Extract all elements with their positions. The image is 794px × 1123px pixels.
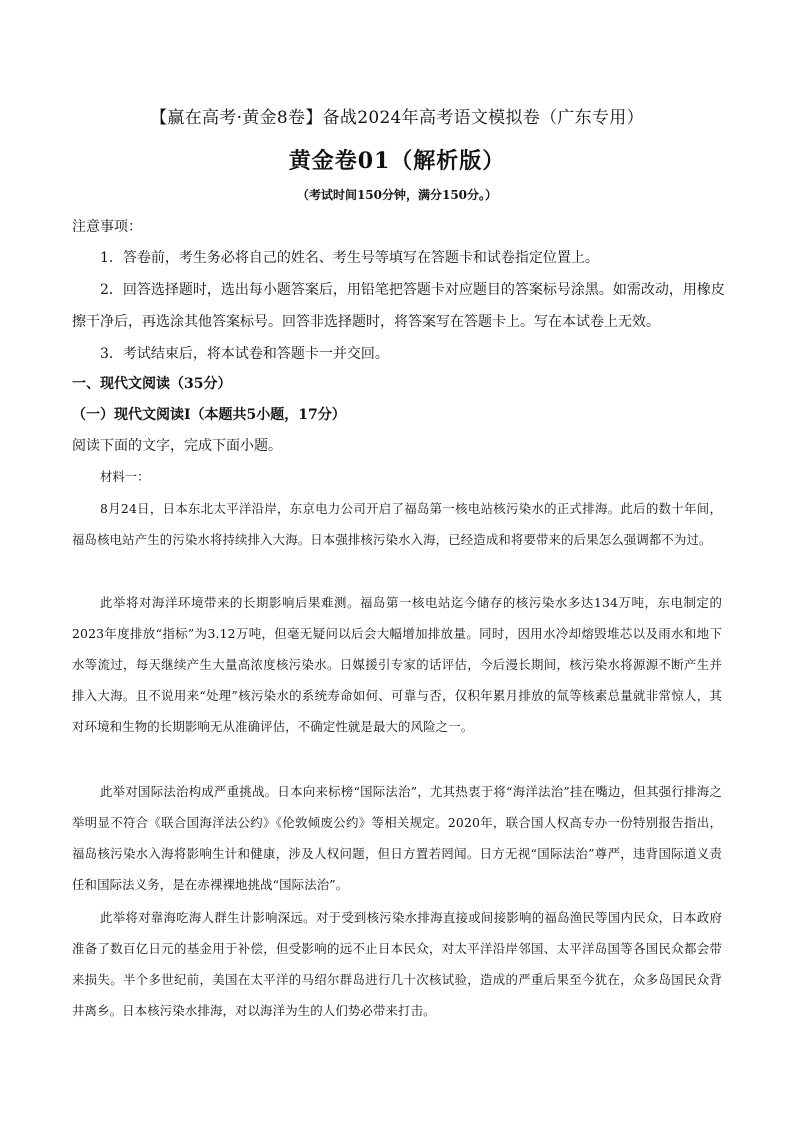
paragraph-4: 此举将对靠海吃海人群生计影响深远。对于受到核污染水排海直接或间接影响的福岛渔民等国内民众，日本政府准备了数百亿日元的基金用于补偿，但受影响的远不止日本民众，对太平洋沿岸邻国、太平洋岛国等各国民众都会带来损失。半个多世纪前，美国在太平洋的马绍尔群岛进行几十次核试验，造成的严重后果至今犹在，众多岛国民众背井离乡。日本核污染水排海，对以海洋为生的人们势必带来打击。: [72, 910, 722, 1018]
paragraph-2: 此举将对海洋环境带来的长期影响后果难测。福岛第一核电站迄今储存的核污染水多达134万吨，东电制定的2023年度排放“指标”为3.12万吨，但毫无疑问以后会大幅增加排放量。同时，因用水冷却熔毁堆芯以及雨水和地下水等流过，每天继续产生大量高浓度核污染水。日媒援引专家的话评估，今后漫长期间，核污染水将源源不断产生并排入大海。且不说用来“处理”核污染水的系统寿命如何、可靠与否，仅积年累月排放的氚等核素总量就非常惊人，其对环境和生物的长期影响无从准确评估，不确定性就是最大的风险之一。: [72, 595, 722, 734]
exam-supertitle: 【赢在高考·黄金8卷】备战2024年高考语文模拟卷（广东专用）: [150, 108, 644, 128]
exam-time-note: （考试时间150分钟，满分150分。）: [296, 188, 498, 202]
notice-heading: 注意事项：: [72, 219, 142, 235]
material-label: 材料一：: [100, 469, 150, 484]
paragraph-1: 8月24日，日本东北太平洋沿岸，东京电力公司开启了福岛第一核电站核污染水的正式排海。此后的数十年间，福岛核电站产生的污染水将持续排入大海。日本强排核污染水入海，已经造成和将要带来的后果怎么强调都不为过。: [72, 501, 722, 547]
notice-item-2: 2．回答选择题时，选出每小题答案后，用铅笔把答题卡对应题目的答案标号涂黑。如需改动，用橡皮: [100, 282, 725, 298]
subsection-heading: （一）现代文阅读Ⅰ（本题共5小题，17分）: [72, 407, 346, 423]
paragraph-3: 此举对国际法治构成严重挑战。日本向来标榜“国际法治”，尤其热衷于将“海洋法治”挂在嘴边，但其强行排海之举明显不符合《联合国海洋法公约》《伦敦倾废公约》等相关规定。2020年，联合国人权高专办一份特别报告指出，福岛核污染水入海将影响生计和健康，涉及人权问题，但日方置若罔闻。日方无视“国际法治”尊严，违背国际道义责任和国际法义务，是在赤裸裸地挑战“国际法治”。: [72, 784, 722, 892]
notice-item-1: 1．答卷前，考生务必将自己的姓名、考生号等填写在答题卡和试卷指定位置上。: [100, 250, 599, 266]
paper-title: 黄金卷01（解析版）: [288, 148, 506, 174]
section-heading: 一、现代文阅读（35分）: [72, 376, 232, 392]
reading-instruction: 阅读下面的文字，完成下面小题。: [72, 438, 282, 454]
notice-item-3: 3．考试结束后，将本试卷和答题卡一并交回。: [100, 346, 389, 362]
notice-item-2-continued: 擦干净后，再选涂其他答案标号。回答非选择题时，将答案写在答题卡上。写在本试卷上无效。: [72, 314, 660, 330]
